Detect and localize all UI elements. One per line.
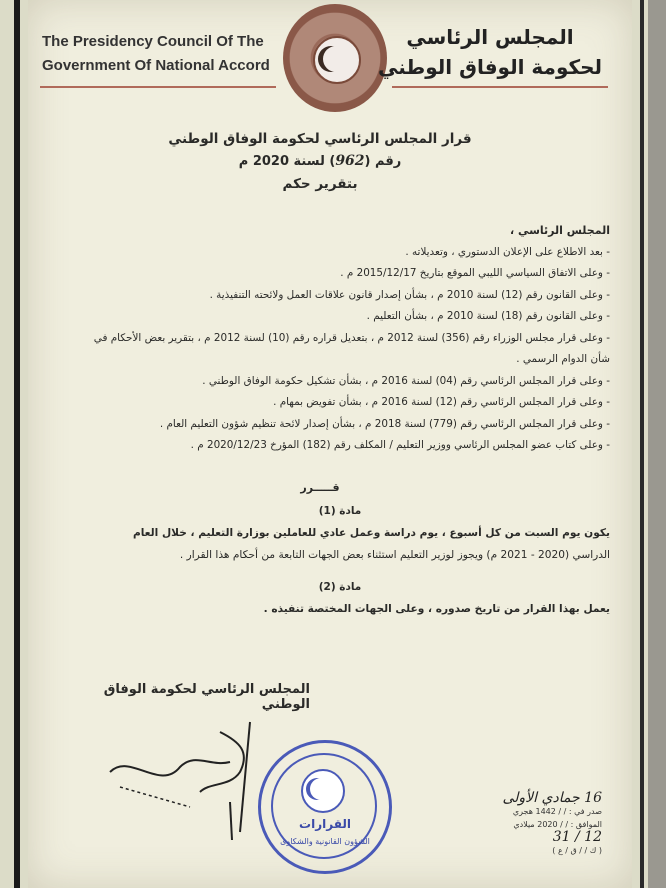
preamble-item: - وعلى قرار المجلس الرئاسي رقم (779) لسنة 2018 م ، بشأن إصدار لائحة تنظيم شؤون التعليم العام . [159, 417, 610, 430]
hijri-date-handwritten: 16 جمادي الأولى [502, 790, 602, 806]
arabic-letterhead [370, 22, 610, 82]
decree-title-line1: قرار المجلس الرئاسي لحكومة الوفاق الوطني [168, 131, 472, 147]
preamble-item: - بعد الاطلاع على الإعلان الدستوري ، وتعديلاته . [405, 245, 610, 258]
english-letterhead-line2: Government Of National Accord [42, 57, 270, 74]
preamble-item: - وعلى قرار المجلس الرئاسي رقم (12) لسنة 2016 م ، بشأن تفويض بمهام . [273, 396, 610, 408]
stamp-sub-text: الشؤون القانونية والشكاوى [280, 837, 370, 846]
signature-title: المجلس الرئاسي لحكومة الوفاق الوطني [103, 682, 310, 712]
english-letterhead [42, 30, 282, 78]
preamble-item: - وعلى كتاب عضو المجلس الرئاسي ووزير التعليم / المكلف رقم (182) المؤرخ 2020/12/23 م . [190, 439, 610, 451]
arabic-letterhead-line1: المجلس الرئاسي [406, 25, 574, 49]
letterhead-divider-right [392, 86, 608, 88]
preamble-item: - وعلى الاتفاق السياسي الليبي الموقع بتاريخ 2015/12/17 م . [340, 267, 610, 279]
gregorian-date-handwritten: 12 / 31 [552, 829, 602, 845]
gregorian-date-label: الموافق : / / 2020 ميلادي [513, 820, 602, 829]
reference-dates [430, 792, 602, 857]
article-1-line2: الدراسي (2020 - 2021 م) ويجوز لوزير التعليم استثناء بعض الجهات التابعة من أحكام هذا القرار . [179, 549, 610, 561]
article-1-line1: يكون يوم السبت من كل أسبوع ، يوم دراسة وعمل عادي للعاملين بوزارة التعليم ، خلال العام [132, 527, 610, 539]
reference-number-label: ( ك / / ق / ع ) [552, 846, 602, 855]
article-2 [70, 576, 610, 620]
handwritten-signature [100, 712, 280, 842]
scan-margin-right [648, 0, 666, 888]
article-1 [70, 500, 610, 566]
crescent-star-icon [313, 36, 361, 84]
scan-edge-left [14, 0, 20, 888]
crescent-star-icon [301, 769, 345, 813]
stamp-main-text: القرارات [299, 817, 351, 831]
decree-number: 962 [335, 153, 365, 169]
decree-number-suffix: ) لسنة 2020 م [238, 154, 336, 169]
official-stamp [258, 740, 392, 874]
scan-edge-right [640, 0, 644, 888]
preamble-heading: المجلس الرئاسي ، [509, 224, 610, 237]
article-2-line1: يعمل بهذا القرار من تاريخ صدوره ، وعلى الجهات المختصة تنفيذه . [263, 603, 610, 615]
article-2-heading: مادة (2) [318, 581, 362, 593]
hijri-date-label: صدر في : / / 1442 هجري [512, 807, 602, 816]
decree-number-prefix: رقم ( [364, 154, 402, 169]
article-1-heading: مادة (1) [318, 505, 362, 517]
preamble [80, 220, 610, 457]
english-letterhead-line1: The Presidency Council Of The [42, 33, 264, 50]
preamble-item: - وعلى قرار مجلس الوزراء رقم (356) لسنة 2012 م ، بتعديل قراره رقم (10) لسنة 2012 م ، بتقرير بعض الأحكام في شأن الدوام الرسمي . [93, 331, 610, 365]
decree-number-line [150, 150, 490, 173]
letterhead-divider-left [40, 86, 276, 88]
preamble-item: - وعلى قرار المجلس الرئاسي رقم (04) لسنة 2016 م ، بشأن تشكيل حكومة الوفاق الوطني . [202, 374, 610, 387]
preamble-item: - وعلى القانون رقم (12) لسنة 2010 م ، بشأن إصدار قانون علاقات العمل ولائحته التنفيذية . [209, 288, 610, 301]
decree-title [150, 128, 490, 195]
preamble-item: - وعلى القانون رقم (18) لسنة 2010 م ، بشأن التعليم . [366, 310, 610, 322]
decision-heading: قـــــرر [300, 481, 340, 494]
decree-subject: بتقرير حكم [282, 176, 358, 192]
arabic-letterhead-line2: لحكومة الوفاق الوطني [377, 55, 603, 79]
